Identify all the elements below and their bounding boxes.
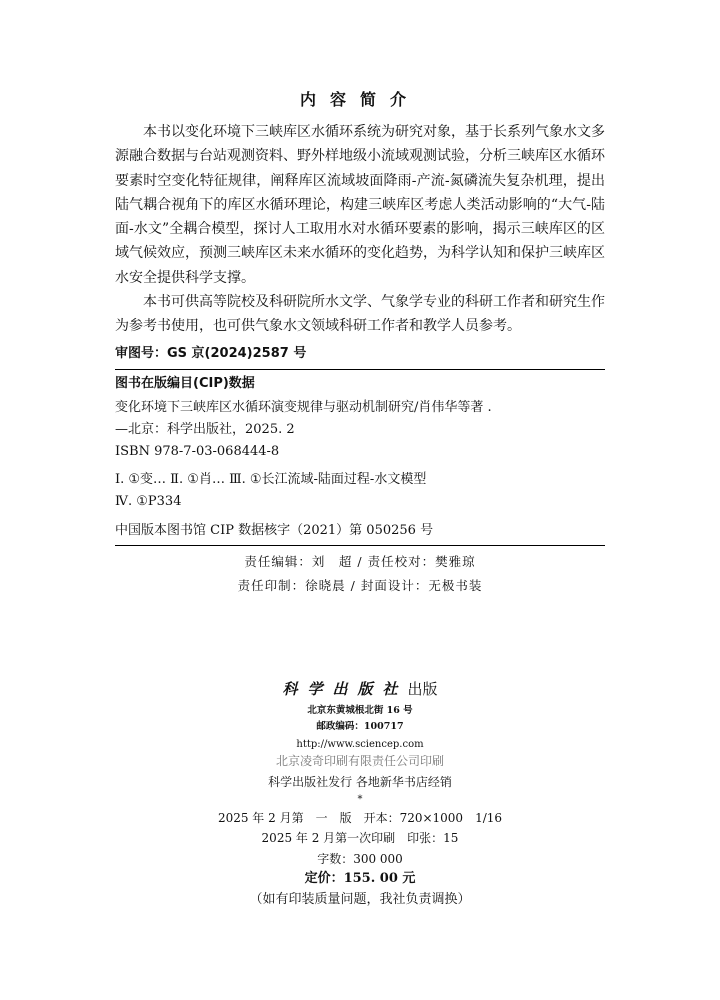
publisher-suffix: 出版: [407, 680, 438, 698]
cip-record-number: 中国版本图书馆 CIP 数据核字（2021）第 050256 号: [115, 523, 434, 538]
map-review-number: 审图号：GS 京(2024)2587 号: [115, 346, 307, 361]
separator-star: *: [357, 794, 363, 805]
printer: 北京凌奇印刷有限责任公司印刷: [275, 754, 444, 768]
distribution: 科学出版社发行 各地新华书店经销: [268, 775, 452, 789]
editors-line: 责任编辑：刘 超 / 责任校对：樊雅琼: [244, 554, 476, 569]
publisher-logo-text: 科学出版社: [282, 680, 408, 698]
cip-line: 变化环境下三峡库区水循环演变规律与驱动机制研究/肖伟华等著 .: [115, 400, 492, 415]
summary-paragraph-1: 本书以变化环境下三峡库区水循环系统为研究对象，基于长系列气象水文多源融合数据与台站观测资料、野外样地级小流域观测试验，分析三峡库区水循环要素时空变化特征规律，阐释库区流域坡面降雨-产流-氮磷流失复杂机理，提出陆气耦合视角下的库区水循环理论，构建三峡库区考虑人类活动影响的“大气-陆面-水文”全耦合模型，探讨人工取用水对水循环要素的影响，揭示三峡库区的区域气候效应，预测三峡库区未来水循环的变化趋势，为科学认知和保护三峡库区水安全提供科学支撑。: [115, 124, 605, 286]
word-count: 字数：300 000: [317, 852, 403, 866]
production-line: 责任印制：徐晓晨 / 封面设计：无极书装: [237, 578, 483, 593]
quality-notice: （如有印装质量问题，我社负责调换）: [249, 892, 471, 907]
summary-paragraph-2: 本书可供高等院校及科研院所水文学、气象学专业的科研工作者和研究生作为参考书使用，也可供气象水文领域科研工作者和教学人员参考。: [115, 294, 605, 335]
cip-isbn: ISBN 978-7-03-068444-8: [115, 444, 280, 459]
cip-classification: Ⅳ. ①P334: [115, 494, 182, 509]
summary-title: 内容简介: [299, 90, 420, 109]
cip-title: 图书在版编目(CIP)数据: [115, 376, 255, 391]
price: 定价：155. 00 元: [304, 871, 416, 886]
edition-info: 2025 年 2 月第 一 版 开本：720×1000 1/16: [217, 811, 503, 825]
publisher-name: [0, 678, 720, 700]
divider: [115, 369, 605, 370]
publisher-url: http://www.sciencep.com: [296, 739, 424, 750]
publisher-address: 北京东黄城根北街 16 号: [307, 705, 413, 716]
cip-line: —北京：科学出版社，2025. 2: [115, 422, 295, 437]
publisher-postcode: 邮政编码：100717: [316, 721, 404, 732]
printing-info: 2025 年 2 月第一次印刷 印张：15: [261, 831, 459, 845]
divider: [115, 545, 605, 546]
summary-body: [115, 120, 605, 339]
cip-classification: Ⅰ. ①变… Ⅱ. ①肖… Ⅲ. ①长江流域-陆面过程-水文模型: [115, 472, 427, 487]
